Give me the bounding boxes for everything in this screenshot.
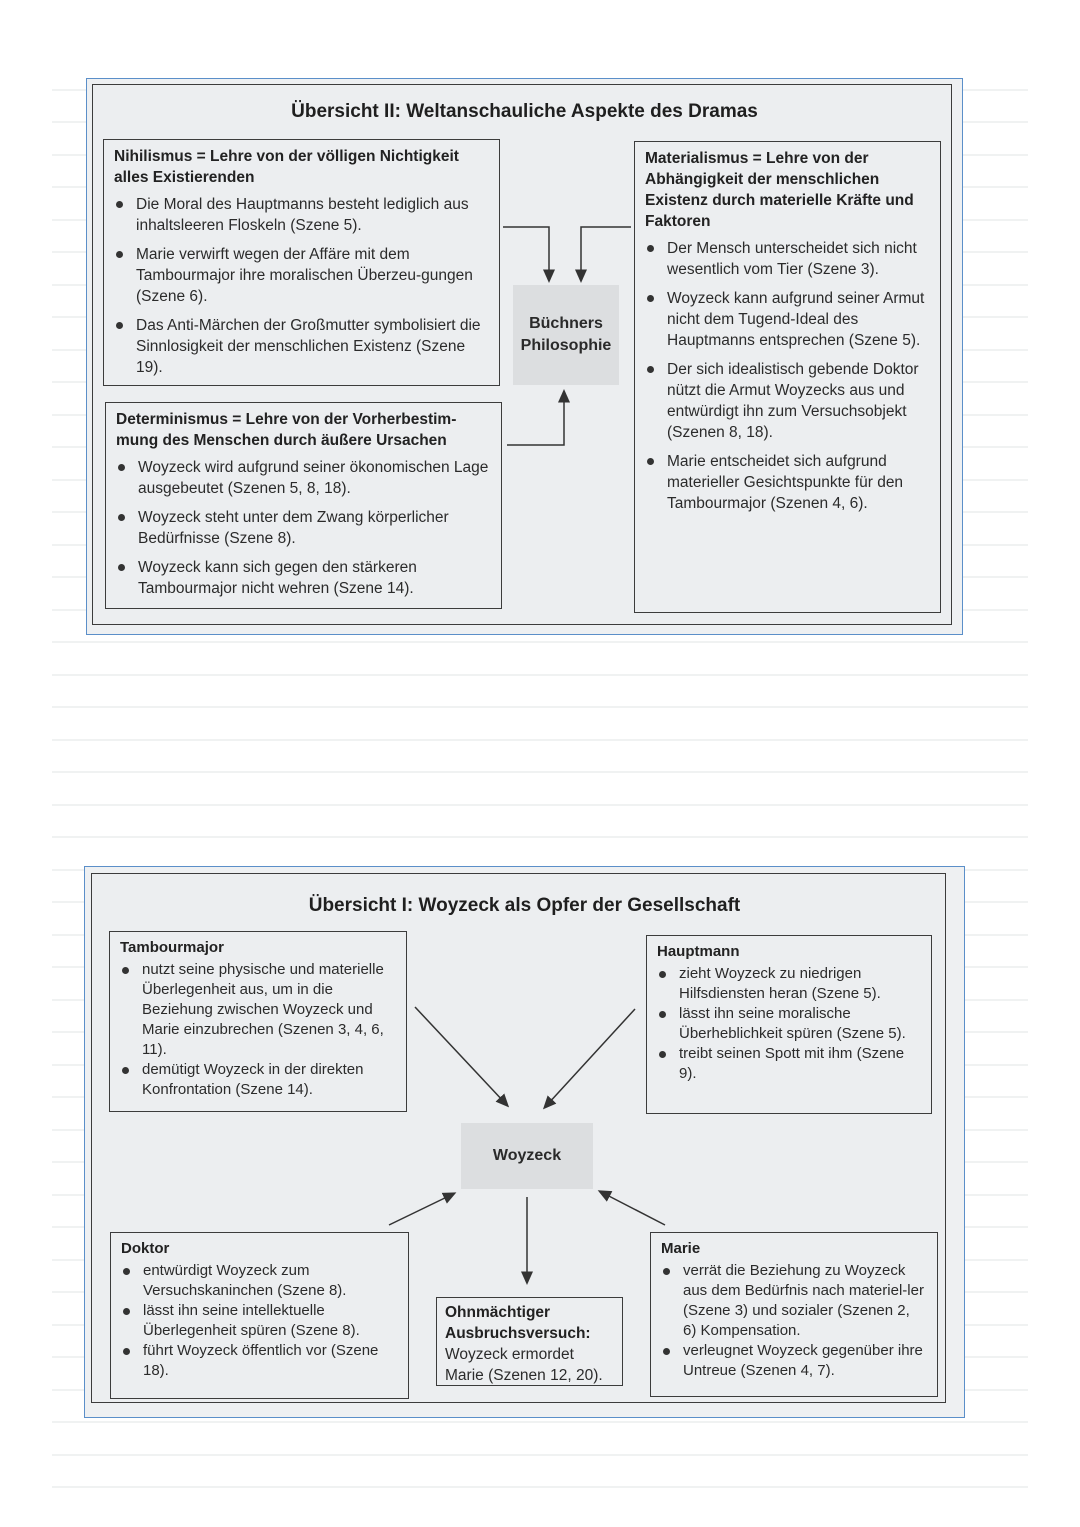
overview-2-panel <box>86 78 963 635</box>
doktor-item: führt Woyzeck öffentlich vor (Szene 18). <box>121 1341 398 1381</box>
philosophie-line-2: Philosophie <box>520 337 612 354</box>
hauptmann-item: zieht Woyzeck zu niedrigen Hilfsdiensten heran (Szene 5). <box>657 964 921 1004</box>
overview-2-title: Übersicht II: Weltanschauliche Aspekte des Dramas <box>291 101 758 122</box>
nihilismus-heading: Nihilismus = Lehre von der völligen Nichtigkeit alles Existierenden <box>114 148 459 186</box>
overview-2-arrows <box>87 79 962 634</box>
overview-1-title: Übersicht I: Woyzeck als Opfer der Gesellschaft <box>308 895 741 916</box>
arrow-nihilismus-to-center <box>503 227 549 277</box>
materialismus-item: Woyzeck kann aufgrund seiner Armut nicht dem Tugend-Ideal des Hauptmanns entsprechen (Szene 5). <box>645 288 930 351</box>
marie-item: verrät die Beziehung zu Woyzeck aus dem Bedürfnis nach materiel-ler (Szene 3) und sozialer (Szenen 2, 6) Kompensation. <box>661 1261 927 1341</box>
hauptmann-item: treibt seinen Spott mit ihm (Szene 9). <box>657 1044 921 1084</box>
determinismus-item: Woyzeck wird aufgrund seiner ökonomischen Lage ausgebeutet (Szenen 5, 8, 18). <box>116 457 491 499</box>
determinismus-item: Woyzeck steht unter dem Zwang körperlicher Bedürfnisse (Szene 8). <box>116 507 491 549</box>
outcome-text: Woyzeck ermordet Marie (Szenen 12, 20). <box>445 1346 603 1384</box>
nihilismus-item: Marie verwirft wegen der Affäre mit dem Tambourmajor ihre moralischen Überzeu-gungen (Szene 6). <box>114 244 489 307</box>
nihilismus-item: Die Moral des Hauptmanns besteht lediglich aus inhaltsleeren Floskeln (Szene 5). <box>114 194 489 236</box>
arrow-determinismus-to-center <box>507 395 564 445</box>
doktor-item: lässt ihn seine intellektuelle Überlegenheit spüren (Szene 8). <box>121 1301 398 1341</box>
marie-heading: Marie <box>661 1240 701 1257</box>
hauptmann-item: lässt ihn seine moralische Überheblichkeit spüren (Szene 5). <box>657 1004 921 1044</box>
woyzeck-label: Woyzeck <box>492 1147 562 1164</box>
overview-1-panel <box>84 866 965 1418</box>
tambourmajor-item: demütigt Woyzeck in der direkten Konfrontation (Szene 14). <box>120 1060 396 1100</box>
tambourmajor-heading: Tambourmajor <box>120 939 224 956</box>
materialismus-item: Der sich idealistisch gebende Doktor nützt die Armut Woyzecks aus und entwürdigt ihn zum Versuchsobjekt (Szenen 8, 18). <box>645 359 930 443</box>
marie-item: verleugnet Woyzeck gegenüber ihre Untreue (Szenen 4, 7). <box>661 1341 927 1381</box>
arrow-materialismus-to-center <box>581 227 631 277</box>
arrow-marie-to-woyzeck <box>603 1193 665 1225</box>
tambourmajor-item: nutzt seine physische und materielle Überlegenheit aus, um in die Beziehung zwischen Woyzeck und Marie einzubrechen (Szenen 3, 4, 6, 11). <box>120 960 396 1060</box>
determinismus-item: Woyzeck kann sich gegen den stärkeren Tambourmajor nicht wehren (Szene 14). <box>116 557 491 599</box>
arrow-doktor-to-woyzeck <box>389 1195 451 1225</box>
overview-1-arrows <box>85 867 964 1417</box>
doktor-heading: Doktor <box>121 1240 170 1257</box>
outcome-heading: Ohnmächtiger Ausbruchsversuch: <box>445 1304 591 1342</box>
arrow-hauptmann-to-woyzeck <box>547 1009 635 1105</box>
materialismus-heading: Materialismus = Lehre von der Abhängigkeit der menschlichen Existenz durch materielle Kräfte und Faktoren <box>645 150 914 230</box>
nihilismus-item: Das Anti-Märchen der Großmutter symbolisiert die Sinnlosigkeit der menschlichen Existenz (Szene 19). <box>114 315 489 378</box>
determinismus-heading: Determinismus = Lehre von der Vorherbestim-mung des Menschen durch äußere Ursachen <box>116 411 457 449</box>
arrow-tambourmajor-to-woyzeck <box>415 1007 505 1103</box>
hauptmann-heading: Hauptmann <box>657 943 740 960</box>
materialismus-item: Der Mensch unterscheidet sich nicht wesentlich vom Tier (Szene 3). <box>645 238 930 280</box>
philosophie-line-1: Büchners <box>529 315 603 332</box>
materialismus-item: Marie entscheidet sich aufgrund materieller Gesichtspunkte für den Tambourmajor (Szenen 4, 6). <box>645 451 930 514</box>
doktor-item: entwürdigt Woyzeck zum Versuchskaninchen (Szene 8). <box>121 1261 398 1301</box>
